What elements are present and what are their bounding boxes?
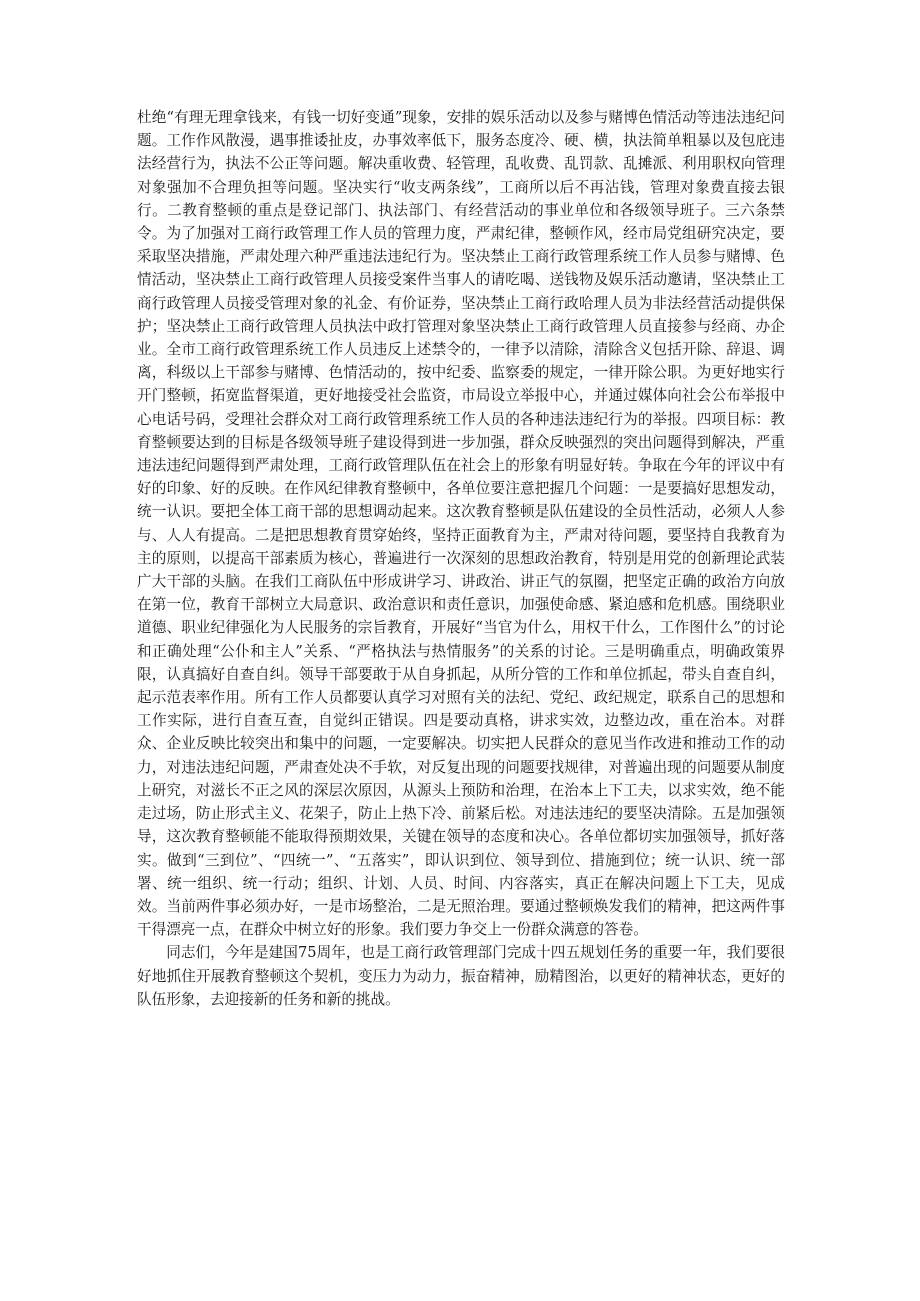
document-body bbox=[137, 106, 785, 1011]
body-paragraph-1: 杜绝“有理无理拿钱来，有钱一切好变通”现象，安排的娱乐活动以及参与赌博色情活动等违法违纪问题。工作作风散漫，遇事推诿扯皮，办事效率低下，服务态度冷、硬、横，执法简单粗暴以及包庇违法经营行为，执法不公正等问题。解决重收费、轻管理，乱收费、乱罚款、乱摊派、利用职权向管理对象强加不合理负担等问题。坚决实行“收支两条线”，工商所以后不再沾钱，管理对象费直接去银行。二教育整顿的重点是登记部门、执法部门、有经营活动的事业单位和各级领导班子。三六条禁令。为了加强对工商行政管理工作人员的管理力度，严肃纪律，整顿作风，经市局党组研究决定，要采取坚决措施，严肃处理六种严重违法违纪行为。坚决禁止工商行政管理系统工作人员参与赌博、色情活动，坚决禁止工商行政管理人员接受案件当事人的请吃喝、送钱物及娱乐活动邀请，坚决禁止工商行政管理人员接受管理对象的礼金、有价证券，坚决禁止工商行政哈理人员为非法经营活动提供保护；坚决禁止工商行政管理人员执法中政打管理对象坚决禁止工商行政管理人员直接参与经商、办企业。全市工商行政管理系统工作人员违反上述禁令的，一律予以清除，清除含义包括开除、辞退、调离，科级以上干部参与赌博、色情活动的，按中纪委、监察委的规定，一律开除公职。为更好地实行开门整顿，拓宽监督渠道，更好地接受社会监资，市局设立举报中心，并通过媒体向社会公布举报中心电话号码，受理社会群众对工商行政管理系统工作人员的各种违法违纪行为的举报。四项目标：教育整顿要达到的目标是各级领导班子建设得到进一步加强，群众反映强烈的突出问题得到解决，严重违法违纪问题得到严肃处理，工商行政管理队伍在社会上的形象有明显好转。争取在今年的评议中有好的印象、好的反映。在作风纪律教育整顿中，各单位要注意把握几个问题：一是要搞好思想发动，统一认识。要把全体工商干部的思想调动起来。这次教育整顿是队伍建设的全员性活动，必须人人参与、人人有提高。二是把思想教育贯穿始终，坚持正面教育为主，严肃对待问题，要坚持自我教育为主的原则，以提高干部素质为核心，普遍进行一次深刻的思想政治教育，特别是用党的创新理论武装广大干部的头脑。在我们工商队伍中形成讲学习、讲政治、讲正气的氛圈，把坚定正确的政治方向放在第一位，教育干部树立大局意识、政治意识和责任意识，加强使命感、紧迫感和危机感。围绕职业道德、职业纪律强化为人民服务的宗旨教育，开展好“当官为什么，用权干什么，工作图什么”的讨论和正确处理“公仆和主人”关系、“严格执法与热情服务”的关系的讨论。三是明确重点，明确政策界限，认真搞好自查自纠。领导干部要敢于从自身抓起，从所分管的工作和单位抓起，带头自查自纠，起示范表率作用。所有工作人员都要认真学习对照有关的法纪、党纪、政纪规定，联系自己的思想和工作实际，进行自查互查，自觉纠正错误。四是要动真格，讲求实效，边整边改，重在治本。对群众、企业反映比较突出和集中的问题，一定要解决。切实把人民群众的意见当作改进和推动工作的动力，对违法违纪问题，严肃查处决不手软，对反复出现的问题要找规律，对普遍出现的问题要从制度上研究，对滋长不正之风的深层次原因，从源头上预防和治理，在治本上下工夫，以求实效，绝不能走过场，防止形式主义、花架子，防止上热下冷、前紧后松。对违法违纪的要坚决清除。五是加强领导，这次教育整顿能不能取得预期效果，关键在领导的态度和决心。各单位都切实加强领导，抓好落实。做到“三到位”、“四统一”、“五落实”，即认识到位、领导到位、措施到位；统一认识、统一部署、统一组织、统一行动；组织、计划、人员、时间、内容落实，真正在解决问题上下工夫，见成效。当前两件事必须办好，一是市场整治，二是无照治理。要通过整顿焕发我们的精神，把这两件事干得漂亮一点，在群众中树立好的形象。我们要力争交上一份群众满意的答卷。 bbox=[137, 109, 785, 939]
body-paragraph-2: 同志们，今年是建国75周年，也是工商行政管理部门完成十四五规划任务的重要一年，我们要很好地抓住开展教育整顿这个契机，变压力为动力，振奋精神，励精图治，以更好的精神状态，更好的队伍形象，去迎接新的任务和新的挑战。 bbox=[137, 944, 785, 1008]
